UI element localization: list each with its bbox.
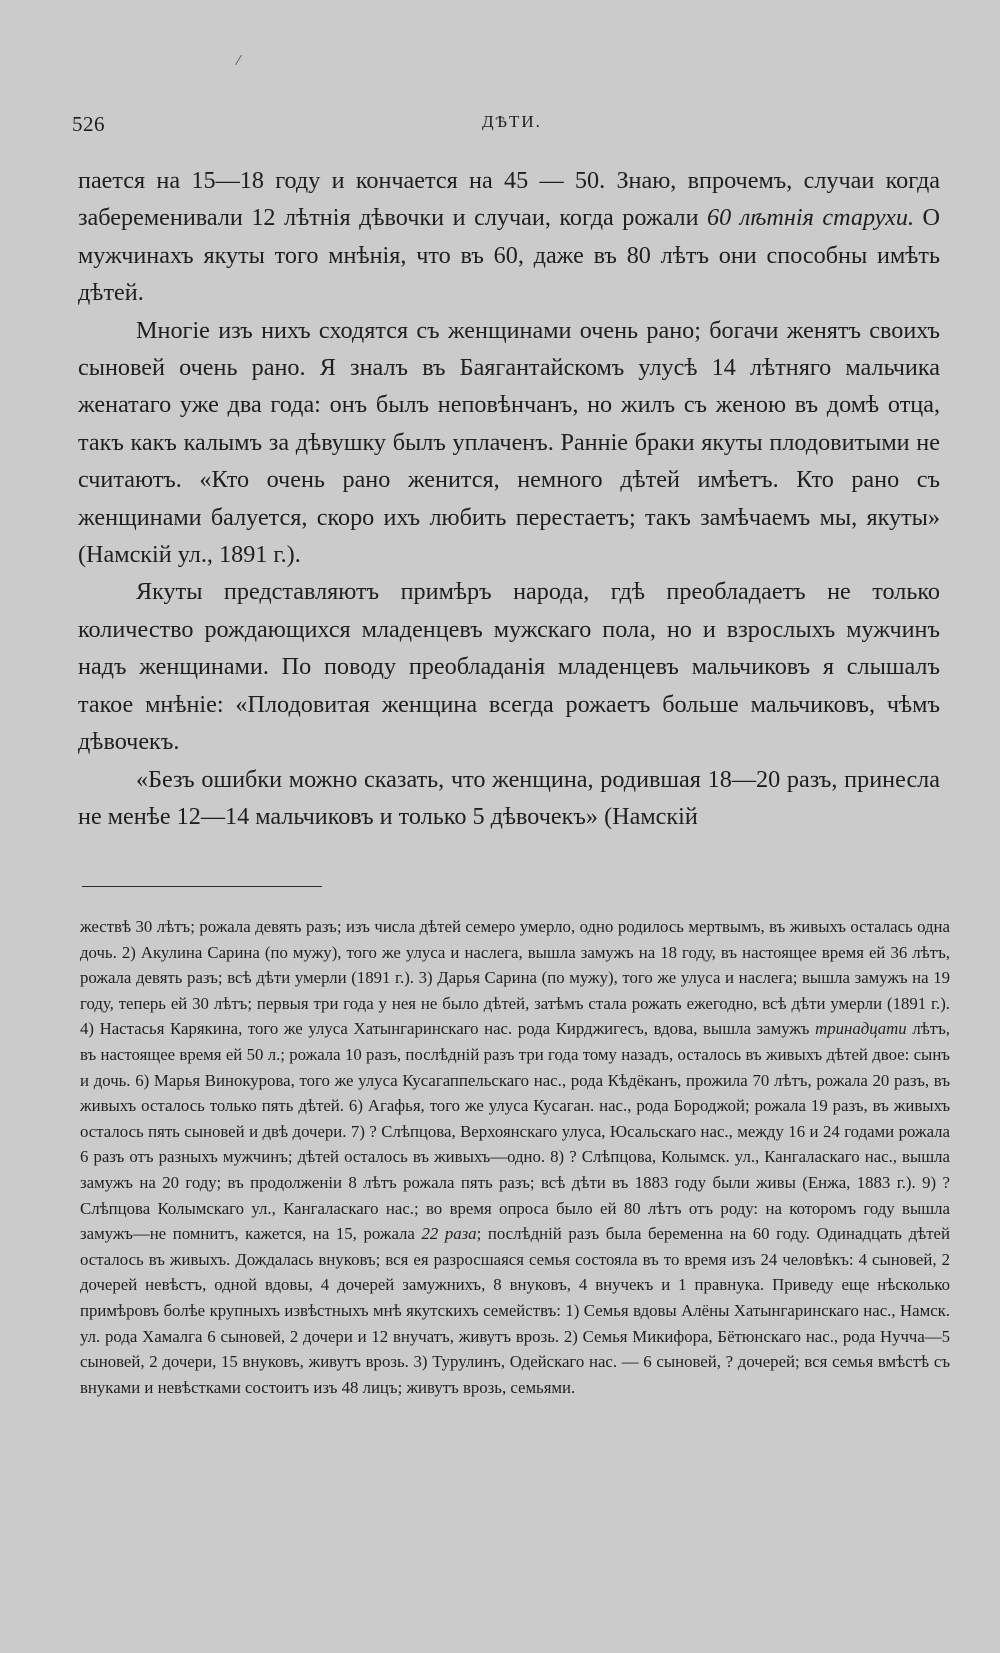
paragraph-3: Якуты представляютъ примѣръ народа, гдѣ преобладаетъ не только количество рождающихся младенцевъ мужскаго пола, но и взрослыхъ мужчинъ надъ женщинами. По поводу преобладанія младенцевъ мальчиковъ я слышалъ такое мнѣніе: «Плодовитая женщина всегда рожаетъ больше мальчиковъ, чѣмъ дѣвочекъ. — [78, 578, 940, 756]
footnote-text-2: лѣтъ, въ настоящее время ей 50 л.; рожала 10 разъ, послѣдній разъ три года тому назадъ, осталось въ живыхъ дѣтей двое: сынъ и дочь. 6) Марья Винокурова, того же улуса Кусагаппельскаго нас., рода Кѣдёканъ, прожила 70 лѣтъ, рожала 20 разъ, въ живыхъ осталось только пять дѣтей. 6) Агафья, того же улуса Кусаган. нас., рода Бороджой; рожала 19 разъ, въ живыхъ осталось пять сыновей и двѣ дочери. 7) ? Слѣпцова, Верхоянскаго улуса, Юсальскаго нас., между 16 и 24 годами рожала 6 разъ отъ разныхъ мужчинъ; дѣтей осталось въ живыхъ—одно. 8) ? Слѣпцова, Колымск. ул., Кангаласкаго нас., вышла замужъ на 20 году; въ продолженіи 8 лѣтъ рожала пять разъ; всѣ дѣти въ 1883 году были живы (Енжа, 1883 г.). 9) ? Слѣпцова Колымскаго ул., Кангаласкаго нас.; во время опроса было ей 80 лѣтъ отъ роду: на которомъ году вышла замужъ—не помнитъ, кажется, на 15, рожала — [80, 1019, 951, 1244]
footnote — [80, 914, 950, 1400]
footnote-emphasis-1: тринадцати — [815, 1019, 907, 1039]
paragraph-1 — [78, 162, 940, 312]
footnote-emphasis-2: 22 раза — [421, 1224, 477, 1244]
footnote-divider — [82, 886, 322, 887]
paragraph-1-emphasis: 60 лѣтнія старухи. — [707, 204, 915, 232]
paragraph-2: Многіе изъ нихъ сходятся съ женщинами очень рано; богачи женятъ своихъ сыновей очень рано. Я зналъ въ Баягантайскомъ улусѣ 14 лѣтняго мальчика женатаго уже два года: онъ былъ неповѣнчанъ, но жилъ съ женою въ домѣ отца, такъ какъ калымъ за дѣвушку былъ уплаченъ. Раннiе браки якуты плодовитыми не считаютъ. «Кто очень рано женится, немного дѣтей имѣетъ. Кто рано съ женщинами балуется, скоро ихъ любить перестаетъ; такъ замѣчаемъ мы, якуты» (Намскій ул., 1891 г.). — [78, 316, 940, 569]
main-text — [78, 162, 940, 835]
footnote-text-1: жествѣ 30 лѣтъ; рожала девять разъ; изъ числа дѣтей семеро умерло, одно родилось мертвымъ, въ живыхъ осталась одна дочь. 2) Акулина Сарина (по мужу), того же улуса и наслега, вышла замужъ на 18 году, въ настоящее время ей 36 лѣтъ, рожала девять разъ; всѣ дѣти умерли (1891 г.). 3) Дарья Сарина (по мужу), того же улуса и наслега; вышла замужъ на 19 году, теперь ей 30 лѣтъ; первыя три года у нея не было дѣтей, затѣмъ стала рожать ежегодно, всѣ дѣти умерли (1891 г.). 4) Настасья Карякина, того же улуса Хатынгаринскаго нас. рода Кирджигесъ, вдова, вышла замужъ — [80, 917, 950, 1039]
page-number: 526 — [72, 112, 105, 136]
footnote-text-3: ; послѣдній разъ была беременна на 60 году. Одинадцать дѣтей осталось въ живыхъ. Дождалась внуковъ; вся ея разросшаяся семья состояла въ то время изъ 24 человѣкъ: 4 сыновей, 2 дочерей невѣстъ, одной вдовы, 4 дочерей замужнихъ, 8 внуковъ, 4 внучекъ и 1 правнука. Приведу еще нѣсколько примѣровъ болѣе крупныхъ извѣстныхъ мнѣ якутскихъ семействъ: 1) Семья вдовы Алёны Хатынгаринскаго нас., Намск. ул. рода Хамалга 6 сыновей, 2 дочери и 12 внучатъ, живутъ врозь. 2) Семья Микифора, Бётюнскаго нас., рода Нучча—5 сыновей, 2 дочери, 15 внуковъ, живутъ врозь. 3) Турулинъ, Одейскаго нас. — 6 сыновей, ? дочерей; вся семья вмѣстѣ съ внуками и невѣстками состоитъ изъ 48 лицъ; живутъ врозь, семьями. — [80, 1224, 950, 1397]
running-title: ДѢТИ. — [482, 112, 542, 131]
paragraph-4: «Безъ ошибки можно сказать, что женщина, родившая 18—20 разъ, принесла не менѣе 12—14 мальчиковъ и только 5 дѣвочекъ» (Намскій — [78, 765, 940, 830]
footnote-text — [80, 914, 950, 1400]
paragraph-1-text-end: О мужчинахъ якуты того мнѣнія, что въ 60, даже въ 80 лѣтъ они способны имѣть дѣтей. — [78, 204, 941, 307]
paragraph-1-text: пается на 15—18 году и кончается на 45 — 50. Знаю, впрочемъ, случаи когда забеременивали 12 лѣтнія дѣвочки и случаи, когда рожали — [78, 167, 940, 232]
stray-pen-mark: / — [234, 51, 243, 70]
page-header — [72, 112, 930, 142]
